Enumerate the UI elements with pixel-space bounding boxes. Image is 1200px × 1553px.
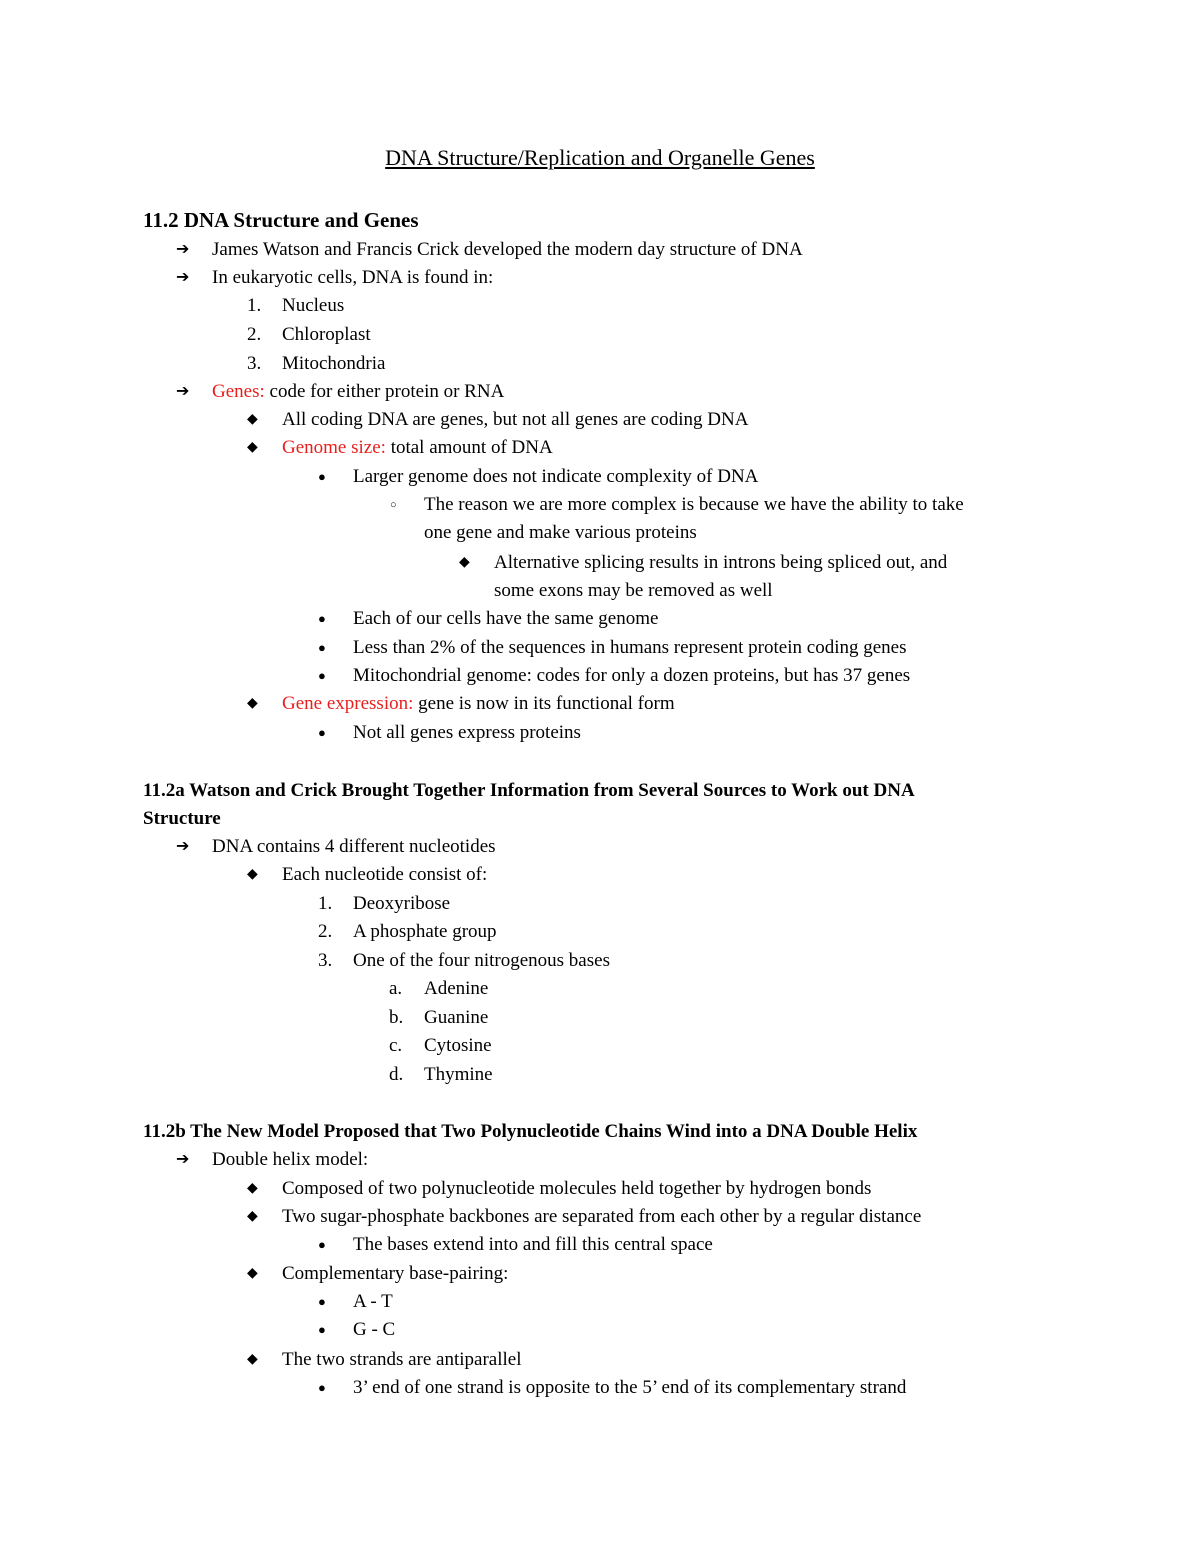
bullet-text: Larger genome does not indicate complexity of DNA <box>353 466 759 487</box>
list-letter: a. <box>389 978 403 999</box>
list-item-text: Chloroplast <box>282 324 371 345</box>
list-item-text: A phosphate group <box>353 921 497 942</box>
bullet-text: In eukaryotic cells, DNA is found in: <box>212 267 494 288</box>
term-definition: code for either protein or RNA <box>264 381 505 402</box>
dot-bullet-icon: ● <box>318 640 326 655</box>
diamond-bullet-icon: ◆ <box>247 867 258 882</box>
term-genes: Genes: <box>212 381 265 402</box>
arrow-bullet-icon: ➔ <box>176 383 190 400</box>
section-heading-11-2: 11.2 DNA Structure and Genes <box>143 208 419 232</box>
section-heading-11-2b: 11.2b The New Model Proposed that Two Polynucleotide Chains Wind into a DNA Double Helix <box>143 1121 918 1142</box>
list-item-text: Thymine <box>424 1064 493 1085</box>
term-genome-size: Genome size: <box>282 437 386 458</box>
list-letter: c. <box>389 1035 403 1056</box>
list-item-text: Mitochondria <box>282 353 386 374</box>
arrow-bullet-icon: ➔ <box>176 1151 190 1168</box>
list-number: 3. <box>318 950 333 971</box>
list-item-text: Nucleus <box>282 295 345 316</box>
list-letter: b. <box>389 1007 404 1028</box>
term-definition: gene is now in its functional form <box>413 693 675 714</box>
list-item-text: Deoxyribose <box>353 893 451 914</box>
diamond-bullet-icon: ◆ <box>247 1181 258 1196</box>
document-title: DNA Structure/Replication and Organelle Genes <box>385 145 815 170</box>
list-item-text: Adenine <box>424 978 489 999</box>
circle-bullet-icon: ○ <box>390 499 397 511</box>
list-letter: d. <box>389 1064 404 1085</box>
section-heading-11-2a: 11.2a Watson and Crick Brought Together Information from Several Sources to Work out DNA <box>143 780 915 801</box>
diamond-bullet-icon: ◆ <box>247 1266 258 1281</box>
list-item-text: Guanine <box>424 1007 489 1028</box>
diamond-bullet-icon: ◆ <box>247 412 258 427</box>
diamond-bullet-icon: ◆ <box>247 1209 258 1224</box>
bullet-text: The reason we are more complex is because we have the ability to take <box>424 494 964 515</box>
dot-bullet-icon: ● <box>318 668 326 683</box>
list-number: 2. <box>318 921 333 942</box>
term-definition: total amount of DNA <box>385 437 553 458</box>
bullet-text: The bases extend into and fill this central space <box>353 1234 713 1255</box>
bullet-text: A - T <box>353 1291 393 1312</box>
list-item-text: Cytosine <box>424 1035 492 1056</box>
term-gene-expression: Gene expression: <box>282 693 414 714</box>
dot-bullet-icon: ● <box>318 725 326 740</box>
bullet-text: Alternative splicing results in introns being spliced out, and <box>494 552 948 573</box>
bullet-text-continued: some exons may be removed as well <box>494 580 773 601</box>
dot-bullet-icon: ● <box>318 611 326 626</box>
bullet-text-continued: one gene and make various proteins <box>424 522 697 543</box>
bullet-text: All coding DNA are genes, but not all genes are coding DNA <box>282 409 749 430</box>
bullet-text: DNA contains 4 different nucleotides <box>212 836 496 857</box>
dot-bullet-icon: ● <box>318 1237 326 1252</box>
bullet-text: James Watson and Francis Crick developed the modern day structure of DNA <box>212 239 803 260</box>
list-number: 2. <box>247 324 262 345</box>
bullet-text: G - C <box>353 1319 396 1340</box>
bullet-text: Composed of two polynucleotide molecules held together by hydrogen bonds <box>282 1178 872 1199</box>
bullet-text: Two sugar-phosphate backbones are separated from each other by a regular distance <box>282 1206 922 1227</box>
diamond-bullet-icon: ◆ <box>459 555 470 570</box>
diamond-bullet-icon: ◆ <box>247 1352 258 1367</box>
dot-bullet-icon: ● <box>318 469 326 484</box>
diamond-bullet-icon: ◆ <box>247 440 258 455</box>
bullet-text: Mitochondrial genome: codes for only a dozen proteins, but has 37 genes <box>353 665 911 686</box>
bullet-text: 3’ end of one strand is opposite to the 5’ end of its complementary strand <box>353 1377 907 1398</box>
diamond-bullet-icon: ◆ <box>247 696 258 711</box>
bullet-text <box>282 434 553 462</box>
bullet-text: The two strands are antiparallel <box>282 1349 522 1370</box>
arrow-bullet-icon: ➔ <box>176 838 190 855</box>
dot-bullet-icon: ● <box>318 1380 326 1395</box>
list-number: 1. <box>318 893 333 914</box>
bullet-text: Less than 2% of the sequences in humans represent protein coding genes <box>353 637 907 658</box>
list-number: 3. <box>247 353 262 374</box>
section-heading-11-2a-continued: Structure <box>143 808 221 829</box>
bullet-text <box>282 690 675 718</box>
arrow-bullet-icon: ➔ <box>176 269 190 286</box>
bullet-text: Each of our cells have the same genome <box>353 608 659 629</box>
bullet-text: Complementary base-pairing: <box>282 1263 509 1284</box>
list-number: 1. <box>247 295 262 316</box>
bullet-text: Double helix model: <box>212 1149 369 1170</box>
bullet-text: Each nucleotide consist of: <box>282 864 488 885</box>
bullet-text <box>212 378 504 406</box>
dot-bullet-icon: ● <box>318 1322 326 1337</box>
bullet-text: Not all genes express proteins <box>353 722 581 743</box>
list-item-text: One of the four nitrogenous bases <box>353 950 610 971</box>
arrow-bullet-icon: ➔ <box>176 241 190 258</box>
dot-bullet-icon: ● <box>318 1294 326 1309</box>
